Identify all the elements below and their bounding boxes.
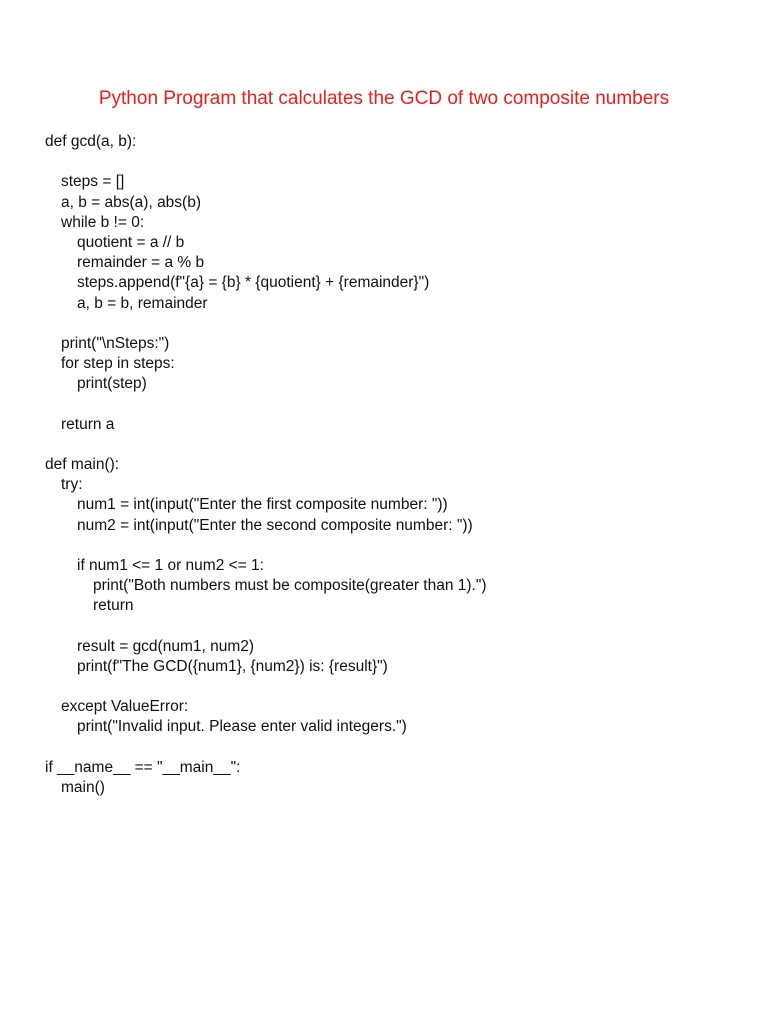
code-line: def main():: [45, 456, 120, 473]
code-line: print(f"The GCD({num1}, {num2}) is: {result}"): [77, 657, 388, 675]
code-line: if __name__ == "__main__":: [45, 758, 241, 776]
code-line: return a: [61, 415, 115, 433]
code-line: num1 = int(input("Enter the first composite number: ")): [77, 496, 448, 514]
code-line: quotient = a // b: [77, 233, 185, 251]
code-line: print("Both numbers must be composite(greater than 1)."): [93, 577, 487, 595]
code-line: remainder = a % b: [77, 254, 205, 272]
code-line: try:: [61, 476, 83, 494]
code-line: def gcd(a, b):: [45, 133, 137, 150]
code-line: a, b = b, remainder: [77, 294, 208, 312]
blank-line: [45, 394, 745, 414]
page-title: Python Program that calculates the GCD of two composite numbers: [98, 88, 670, 109]
blank-line: [45, 314, 745, 334]
code-line: except ValueError:: [61, 698, 189, 716]
blank-line: [45, 536, 745, 556]
blank-line: [45, 435, 745, 455]
code-line: print("\nSteps:"): [61, 334, 170, 352]
code-line: result = gcd(num1, num2): [77, 637, 255, 655]
code-block: [45, 132, 745, 798]
code-line: a, b = abs(a), abs(b): [61, 193, 201, 211]
blank-line: [45, 617, 745, 637]
code-line: print("Invalid input. Please enter valid integers."): [77, 718, 407, 736]
code-line: for step in steps:: [61, 355, 175, 373]
code-line: main(): [61, 779, 105, 796]
blank-line: [45, 677, 745, 697]
code-line: if num1 <= 1 or num2 <= 1:: [77, 556, 264, 574]
code-line: num2 = int(input("Enter the second composite number: ")): [77, 516, 473, 534]
blank-line: [45, 738, 745, 758]
code-line: steps.append(f"{a} = {b} * {quotient} + {remainder}"): [77, 274, 430, 292]
code-line: steps = []: [61, 173, 125, 191]
code-line: return: [93, 597, 134, 615]
code-line: print(step): [77, 375, 147, 393]
code-line: while b != 0:: [61, 213, 145, 231]
blank-line: [45, 152, 745, 172]
